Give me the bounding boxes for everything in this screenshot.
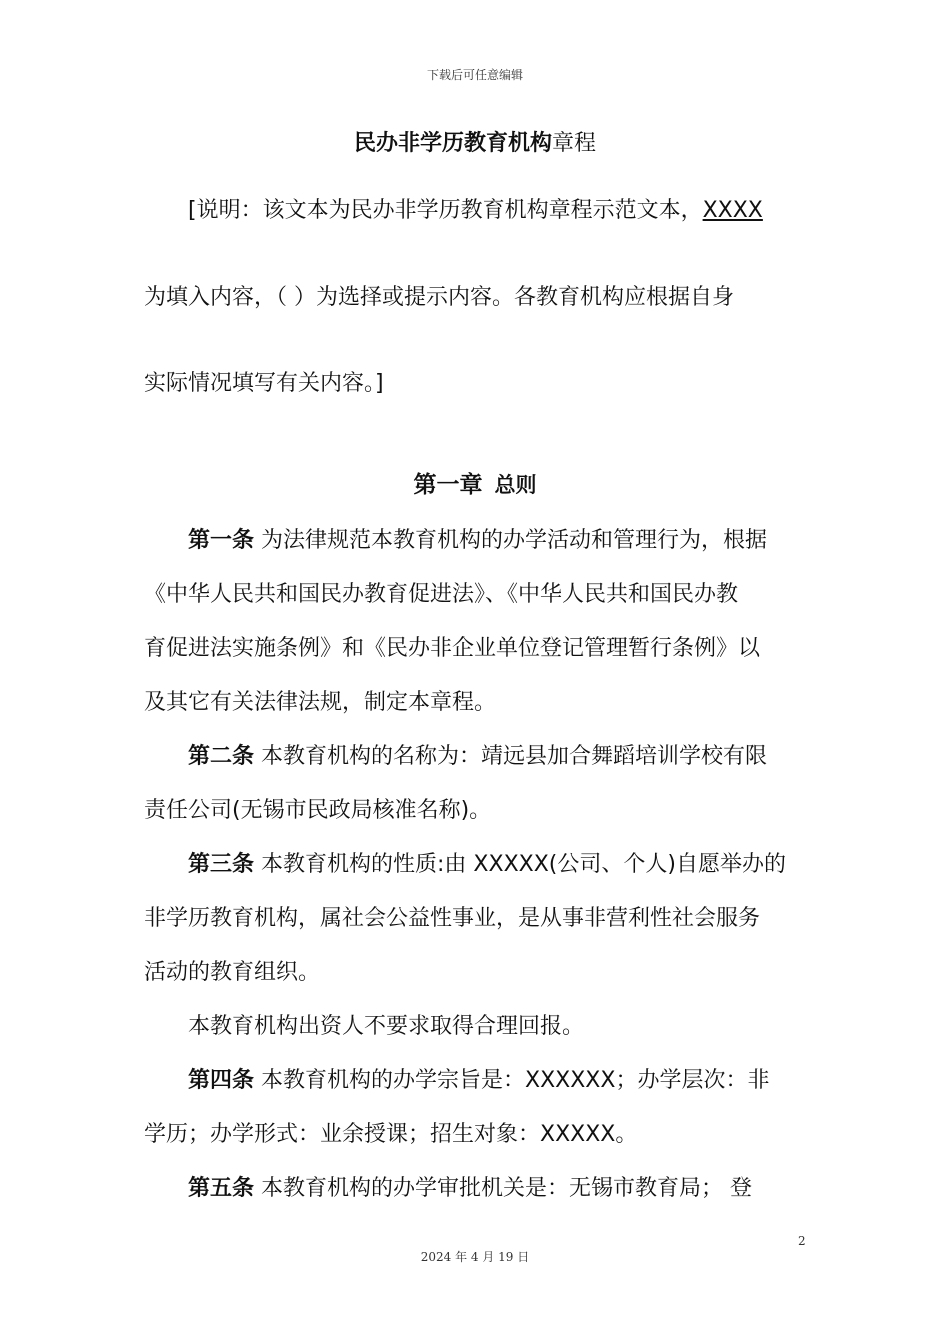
article-1-line-4: 及其它有关法律法规，制定本章程。 — [144, 690, 497, 715]
article-2-label: 第二条 — [188, 744, 255, 769]
note-line-1 — [188, 193, 763, 224]
article-2-line-2: 责任公司(无锡市民政局核准名称)。 — [144, 798, 492, 823]
article-3-line-1 — [188, 847, 786, 878]
page-footer-date: 2024 年 4 月 19 日 — [420, 1250, 530, 1264]
note-line-2: 为填入内容，（ ）为选择或提示内容。各教育机构应根据自身 — [144, 285, 734, 310]
note-placeholder-xxxx: XXXX — [702, 198, 763, 223]
article-1-line-1 — [188, 523, 767, 554]
article-1-label: 第一条 — [188, 528, 255, 553]
article-1-line-2: 《中华人民共和国民办教育促进法》、《中华人民共和国民办教 — [144, 582, 739, 607]
article-1-text-1: 为法律规范本教育机构的办学活动和管理行为，根据 — [261, 528, 768, 553]
chapter-label: 第一章 — [413, 472, 483, 498]
article-2-text-1: 本教育机构的名称为：靖远县加合舞蹈培训学校有限 — [261, 744, 768, 769]
article-5-line-1 — [188, 1171, 752, 1202]
article-1-line-3: 育促进法实施条例》和《民办非企业单位登记管理暂行条例》以 — [144, 636, 761, 661]
article-5-text-1: 本教育机构的办学审批机关是：无锡市教育局； 登 — [261, 1176, 753, 1201]
article-5-label: 第五条 — [188, 1176, 255, 1201]
article-3-line-3: 活动的教育组织。 — [144, 960, 321, 985]
article-3-text-1: 本教育机构的性质:由 XXXXX(公司、个人)自愿举办的 — [261, 852, 786, 877]
chapter-heading — [0, 466, 950, 499]
title-normal-part: 章程 — [552, 131, 597, 156]
article-4-line-2: 学历；办学形式：业余授课；招生对象：XXXXX。 — [144, 1122, 638, 1147]
article-4-label: 第四条 — [188, 1068, 255, 1093]
article-3-paragraph-2: 本教育机构出资人不要求取得合理回报。 — [188, 1014, 585, 1039]
title-bold-part: 民办非学历教育机构 — [353, 131, 552, 156]
article-3-label: 第三条 — [188, 852, 255, 877]
document-title — [0, 126, 950, 157]
note-line-3: 实际情况填写有关内容。] — [144, 371, 384, 396]
article-4-text-1: 本教育机构的办学宗旨是：XXXXXX；办学层次：非 — [261, 1068, 770, 1093]
page-header: 下载后可任意编辑 — [426, 68, 523, 82]
note-line-1-text: [说明：该文本为民办非学历教育机构章程示范文本， — [188, 198, 703, 223]
article-3-line-2: 非学历教育机构，属社会公益性事业，是从事非营利性社会服务 — [144, 906, 761, 931]
article-4-line-1 — [188, 1063, 769, 1094]
page-number: 2 — [798, 1234, 806, 1248]
article-2-line-1 — [188, 739, 767, 770]
chapter-name: 总则 — [494, 473, 537, 497]
